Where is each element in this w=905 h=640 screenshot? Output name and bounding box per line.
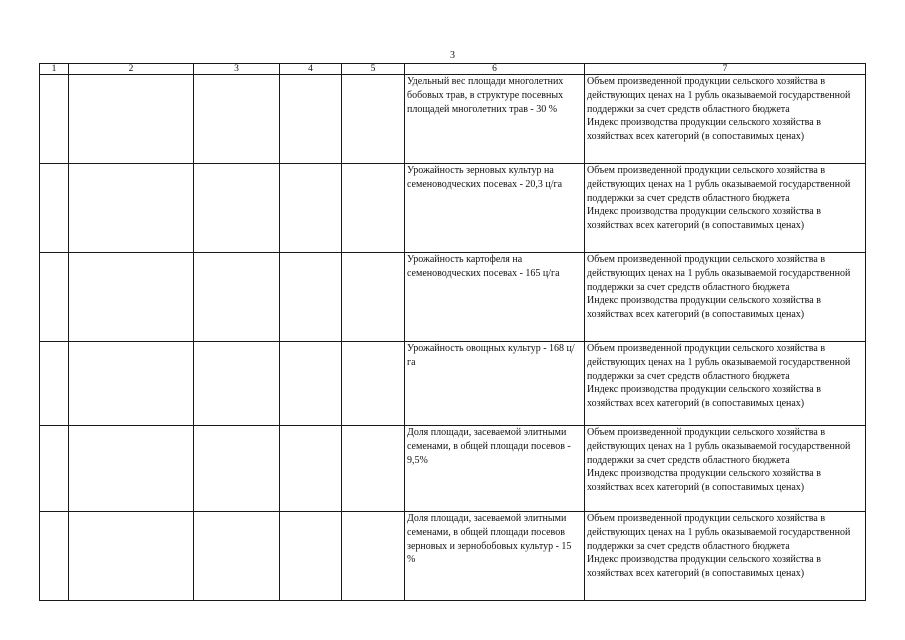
empty-cell xyxy=(40,512,69,601)
empty-cell xyxy=(280,75,342,164)
target-cell xyxy=(585,253,866,342)
empty-cell xyxy=(69,426,194,512)
target-line: Индекс производства продукции сельского хозяйства в хозяйствах всех категорий (в сопоставимых ценах) xyxy=(587,117,821,143)
empty-cell xyxy=(40,75,69,164)
empty-cell xyxy=(40,253,69,342)
empty-cell xyxy=(342,164,405,253)
empty-cell xyxy=(69,342,194,426)
empty-cell xyxy=(194,426,280,512)
indicator-cell: Урожайность овощных культур - 168 ц/га xyxy=(405,342,585,426)
target-line: Индекс производства продукции сельского хозяйства в хозяйствах всех категорий (в сопоставимых ценах) xyxy=(587,384,821,410)
empty-cell xyxy=(194,342,280,426)
indicator-cell: Урожайность картофеля на семеноводческих посевах - 165 ц/га xyxy=(405,253,585,342)
empty-cell xyxy=(69,512,194,601)
empty-cell xyxy=(69,164,194,253)
indicator-cell: Доля площади, засеваемой элитными семенами, в общей площади посевов зерновых и зернобобовых культур - 15 % xyxy=(405,512,585,601)
empty-cell xyxy=(342,426,405,512)
empty-cell xyxy=(280,512,342,601)
target-line: Объем произведенной продукции сельского хозяйства в действующих ценах на 1 рубль оказываемой государственной поддержки за счет средств областного бюджета xyxy=(587,513,851,552)
target-line: Объем произведенной продукции сельского хозяйства в действующих ценах на 1 рубль оказываемой государственной поддержки за счет средств областного бюджета xyxy=(587,76,851,115)
table-row xyxy=(40,342,866,426)
column-header: 5 xyxy=(342,64,405,75)
empty-cell xyxy=(342,342,405,426)
empty-cell xyxy=(280,253,342,342)
empty-cell xyxy=(342,75,405,164)
table-row xyxy=(40,164,866,253)
page-number: 3 xyxy=(450,50,455,61)
column-header: 2 xyxy=(69,64,194,75)
target-line: Индекс производства продукции сельского хозяйства в хозяйствах всех категорий (в сопоставимых ценах) xyxy=(587,554,821,580)
empty-cell xyxy=(194,253,280,342)
indicator-cell: Удельный вес площади многолетних бобовых трав, в структуре посевных площадей многолетних трав - 30 % xyxy=(405,75,585,164)
target-line: Индекс производства продукции сельского хозяйства в хозяйствах всех категорий (в сопоставимых ценах) xyxy=(587,468,821,494)
column-header: 1 xyxy=(40,64,69,75)
target-cell xyxy=(585,75,866,164)
empty-cell xyxy=(280,164,342,253)
column-header: 3 xyxy=(194,64,280,75)
empty-cell xyxy=(280,426,342,512)
empty-cell xyxy=(40,426,69,512)
table-row xyxy=(40,512,866,601)
target-line: Объем произведенной продукции сельского хозяйства в действующих ценах на 1 рубль оказываемой государственной поддержки за счет средств областного бюджета xyxy=(587,427,851,466)
target-line: Объем произведенной продукции сельского хозяйства в действующих ценах на 1 рубль оказываемой государственной поддержки за счет средств областного бюджета xyxy=(587,254,851,293)
target-line: Индекс производства продукции сельского хозяйства в хозяйствах всех категорий (в сопоставимых ценах) xyxy=(587,295,821,321)
empty-cell xyxy=(194,75,280,164)
table-row xyxy=(40,75,866,164)
indicator-cell: Урожайность зерновых культур на семеноводческих посевах - 20,3 ц/га xyxy=(405,164,585,253)
table-row xyxy=(40,426,866,512)
empty-cell xyxy=(194,164,280,253)
column-header: 6 xyxy=(405,64,585,75)
target-line: Индекс производства продукции сельского хозяйства в хозяйствах всех категорий (в сопоставимых ценах) xyxy=(587,206,821,232)
empty-cell xyxy=(40,342,69,426)
table-row xyxy=(40,253,866,342)
empty-cell xyxy=(342,512,405,601)
empty-cell xyxy=(194,512,280,601)
empty-cell xyxy=(69,253,194,342)
document-table xyxy=(39,63,866,601)
target-cell xyxy=(585,512,866,601)
empty-cell xyxy=(342,253,405,342)
target-line: Объем произведенной продукции сельского хозяйства в действующих ценах на 1 рубль оказываемой государственной поддержки за счет средств областного бюджета xyxy=(587,165,851,204)
column-header: 4 xyxy=(280,64,342,75)
target-line: Объем произведенной продукции сельского хозяйства в действующих ценах на 1 рубль оказываемой государственной поддержки за счет средств областного бюджета xyxy=(587,343,851,382)
empty-cell xyxy=(40,164,69,253)
column-header: 7 xyxy=(585,64,866,75)
empty-cell xyxy=(69,75,194,164)
indicator-cell: Доля площади, засеваемой элитными семенами, в общей площади посевов - 9,5% xyxy=(405,426,585,512)
target-cell xyxy=(585,164,866,253)
table-header-row xyxy=(40,64,866,75)
target-cell xyxy=(585,342,866,426)
target-cell xyxy=(585,426,866,512)
empty-cell xyxy=(280,342,342,426)
